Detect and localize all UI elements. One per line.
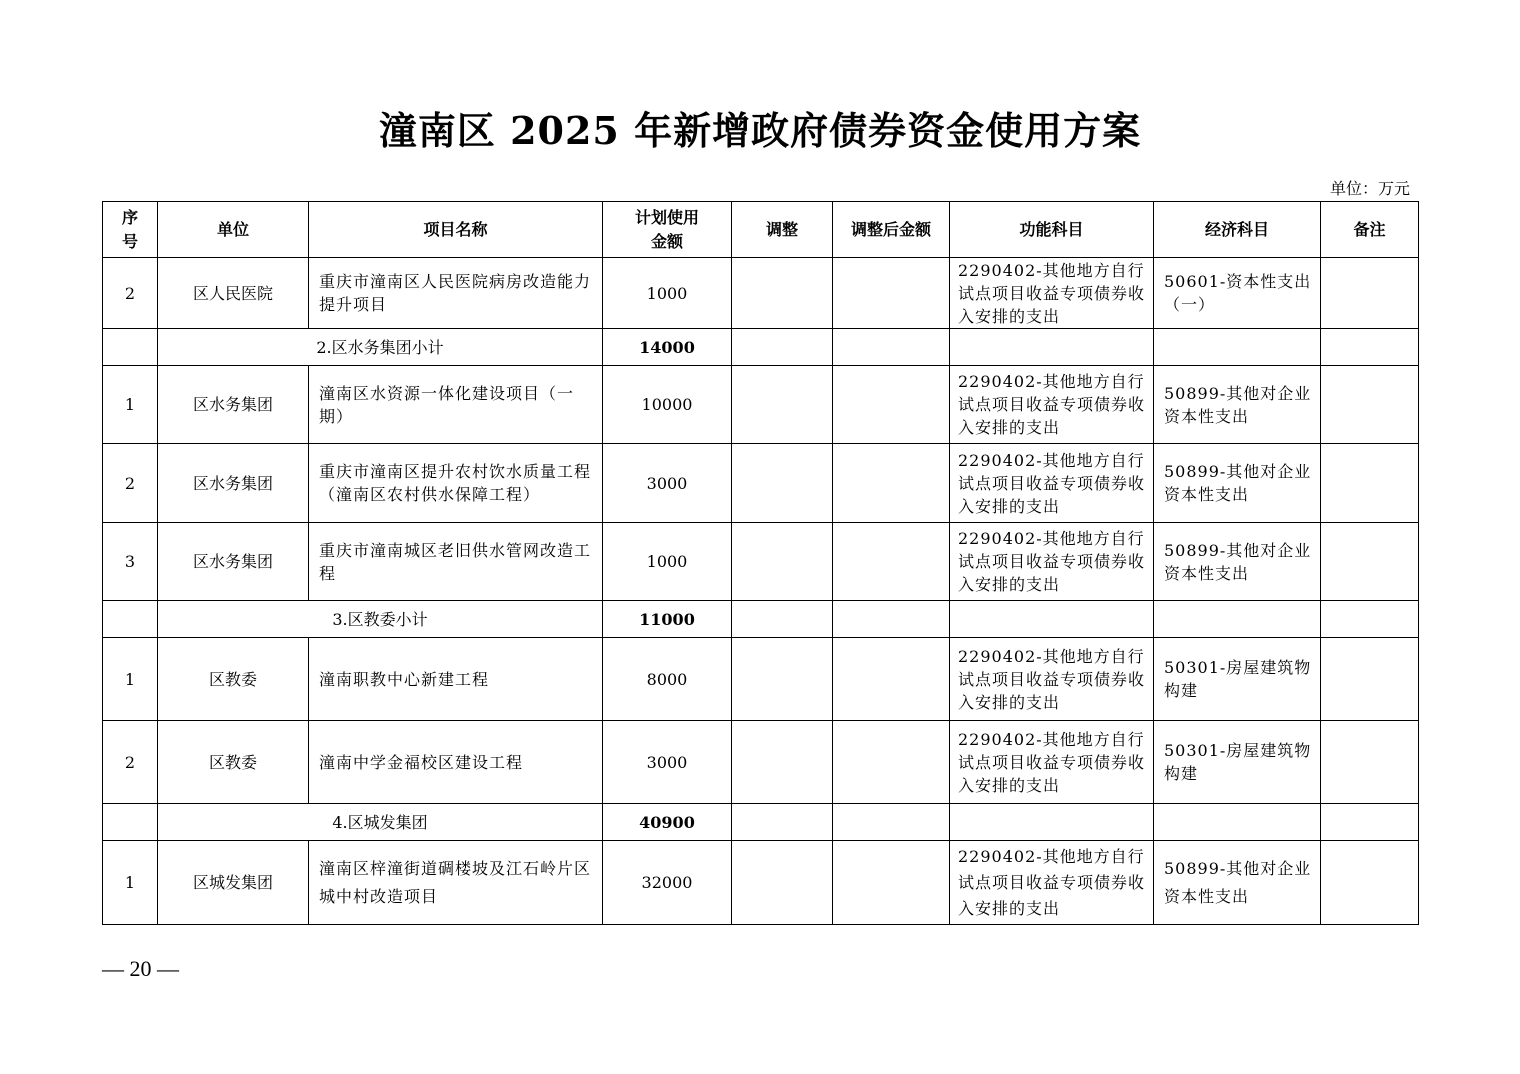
- cell-project: 重庆市潼南区人民医院病房改造能力提升项目: [309, 258, 603, 329]
- cell-func: 2290402-其他地方自行试点项目收益专项债券收入安排的支出: [950, 523, 1154, 601]
- cell-seq: 1: [103, 366, 158, 444]
- cell-seq: 1: [103, 638, 158, 721]
- table-row: [103, 841, 1419, 925]
- cell-func: 2290402-其他地方自行试点项目收益专项债券收入安排的支出: [950, 721, 1154, 804]
- cell-amount: 3000: [603, 444, 732, 523]
- cell-func: 2290402-其他地方自行试点项目收益专项债券收入安排的支出: [950, 366, 1154, 444]
- cell-econ: 50899-其他对企业资本性支出: [1154, 444, 1321, 523]
- cell-note: [1321, 258, 1419, 329]
- cell-econ: 50899-其他对企业资本性支出: [1154, 523, 1321, 601]
- table-row: [103, 721, 1419, 804]
- table-row: [103, 523, 1419, 601]
- header-adjust: 调整: [732, 202, 833, 258]
- subtotal-row: [103, 804, 1419, 841]
- cell-func: 2290402-其他地方自行试点项目收益专项债券收入安排的支出: [950, 444, 1154, 523]
- cell-seq: 2: [103, 444, 158, 523]
- document-title: 潼南区 2025 年新增政府债券资金使用方案: [378, 108, 1142, 153]
- cell-amount: 14000: [603, 329, 732, 366]
- cell-subtotal-label: 3.区教委小计: [158, 601, 603, 638]
- cell-seq: 2: [103, 258, 158, 329]
- unit-label: 单位：万元: [1329, 179, 1410, 198]
- cell-econ: 50301-房屋建筑物构建: [1154, 638, 1321, 721]
- cell-amount: 1000: [603, 523, 732, 601]
- cell-project: 潼南区水资源一体化建设项目（一期）: [309, 366, 603, 444]
- cell-org: 区水务集团: [158, 366, 309, 444]
- cell-adjust: [732, 258, 833, 329]
- cell-project: 潼南职教中心新建工程: [309, 638, 603, 721]
- subtotal-row: [103, 601, 1419, 638]
- cell-subtotal-label: 2.区水务集团小计: [158, 329, 603, 366]
- page-number: — 20 —: [102, 956, 179, 981]
- cell-seq: 3: [103, 523, 158, 601]
- header-plan: 计划使用金额: [603, 202, 732, 258]
- table-header-row: [103, 202, 1419, 258]
- subtotal-row: [103, 329, 1419, 366]
- cell-amount: 40900: [603, 804, 732, 841]
- cell-org: 区水务集团: [158, 523, 309, 601]
- cell-amount: 32000: [603, 841, 732, 925]
- cell-amount: 11000: [603, 601, 732, 638]
- table-row: [103, 258, 1419, 329]
- cell-amount: 3000: [603, 721, 732, 804]
- cell-org: 区城发集团: [158, 841, 309, 925]
- header-func: 功能科目: [950, 202, 1154, 258]
- cell-amount: 10000: [603, 366, 732, 444]
- cell-seq: [103, 329, 158, 366]
- cell-project: 重庆市潼南区提升农村饮水质量工程（潼南区农村供水保障工程）: [309, 444, 603, 523]
- table-row: [103, 366, 1419, 444]
- cell-econ: 50301-房屋建筑物构建: [1154, 721, 1321, 804]
- header-note: 备注: [1321, 202, 1419, 258]
- cell-func: 2290402-其他地方自行试点项目收益专项债券收入安排的支出: [950, 841, 1154, 925]
- cell-seq: 2: [103, 721, 158, 804]
- cell-project: 潼南中学金福校区建设工程: [309, 721, 603, 804]
- cell-project: 潼南区梓潼街道碉楼坡及江石岭片区城中村改造项目: [309, 841, 603, 925]
- cell-econ: 50899-其他对企业资本性支出: [1154, 366, 1321, 444]
- cell-org: 区教委: [158, 638, 309, 721]
- header-org: 单位: [158, 202, 309, 258]
- header-seq: 序号: [103, 202, 158, 258]
- cell-amount: 8000: [603, 638, 732, 721]
- cell-org: 区人民医院: [158, 258, 309, 329]
- cell-org: 区水务集团: [158, 444, 309, 523]
- header-project: 项目名称: [309, 202, 603, 258]
- cell-econ: 50899-其他对企业资本性支出: [1154, 841, 1321, 925]
- cell-project: 重庆市潼南城区老旧供水管网改造工程: [309, 523, 603, 601]
- table-row: [103, 638, 1419, 721]
- cell-org: 区教委: [158, 721, 309, 804]
- header-after: 调整后金额: [833, 202, 950, 258]
- cell-seq: 1: [103, 841, 158, 925]
- bond-fund-table: [102, 201, 1419, 925]
- cell-func: 2290402-其他地方自行试点项目收益专项债券收入安排的支出: [950, 258, 1154, 329]
- cell-func: 2290402-其他地方自行试点项目收益专项债券收入安排的支出: [950, 638, 1154, 721]
- table-row: [103, 444, 1419, 523]
- header-econ: 经济科目: [1154, 202, 1321, 258]
- cell-after: [833, 258, 950, 329]
- cell-subtotal-label: 4.区城发集团: [158, 804, 603, 841]
- cell-econ: 50601-资本性支出（一）: [1154, 258, 1321, 329]
- cell-amount: 1000: [603, 258, 732, 329]
